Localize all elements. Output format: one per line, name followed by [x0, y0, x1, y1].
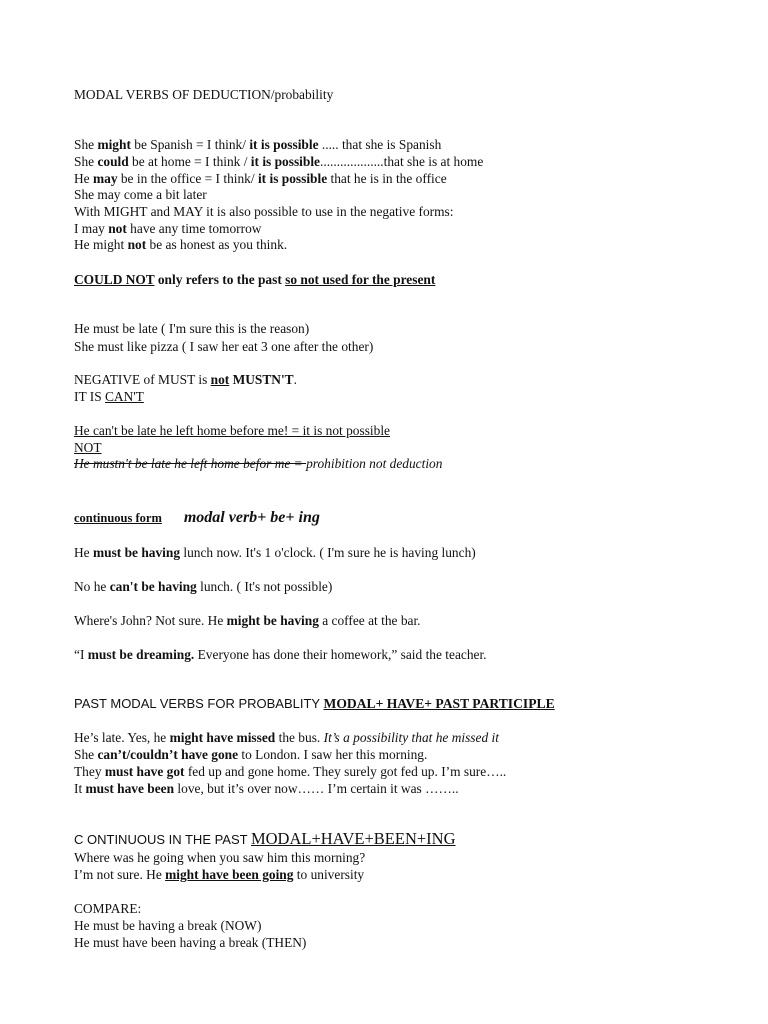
must-example-2: She must like pizza ( I saw her eat 3 one after the other) — [74, 339, 374, 354]
might-not-example: He might not be as honest as you think. — [74, 237, 288, 252]
compare-heading: COMPARE: — [74, 901, 142, 916]
past-example-1: He’s late. Yes, he might have missed the bus. It’s a possibility that he missed it — [74, 730, 499, 745]
not-label: NOT — [74, 440, 102, 455]
could-example: She could be at home = I think / it is possible...................that she is at home — [74, 154, 484, 169]
page-title: MODAL VERBS OF DEDUCTION/probability — [74, 87, 334, 102]
continuous-example-4: “I must be dreaming. Everyone has done their homework,” said the teacher. — [74, 647, 487, 662]
past-modal-heading: PAST MODAL VERBS FOR PROBABLITY MODAL+ HAVE+ PAST PARTICIPLE — [74, 696, 555, 711]
past-example-2: She can’t/couldn’t have gone to London. I saw her this morning. — [74, 747, 428, 762]
past-example-4: It must have been love, but it’s over now…… I’m certain it was …….. — [74, 781, 459, 796]
continuous-form-heading: continuous form modal verb+ be+ ing — [74, 509, 320, 526]
could-not-note: COULD NOT only refers to the past so not used for the present — [74, 272, 436, 287]
mustnt-example: He mustn't be late he left home befor me = prohibition not deduction — [74, 456, 443, 471]
it-is-cant: IT IS CAN'T — [74, 389, 144, 404]
continuous-example-2: No he can't be having lunch. ( It's not possible) — [74, 579, 333, 594]
must-negative-note: NEGATIVE of MUST is not MUSTN'T. — [74, 372, 297, 387]
negative-forms-note: With MIGHT and MAY it is also possible to use in the negative forms: — [74, 204, 454, 219]
compare-then: He must have been having a break (THEN) — [74, 935, 307, 950]
might-example: She might be Spanish = I think/ it is possible ..... that she is Spanish — [74, 137, 442, 152]
may-come-example: She may come a bit later — [74, 187, 207, 202]
compare-now: He must be having a break (NOW) — [74, 918, 262, 933]
continuous-past-answer: I’m not sure. He might have been going to university — [74, 867, 365, 882]
must-example-1: He must be late ( I'm sure this is the reason) — [74, 321, 310, 336]
continuous-past-heading: C ONTINUOUS IN THE PAST MODAL+HAVE+BEEN+ING — [74, 829, 456, 848]
continuous-example-3: Where's John? Not sure. He might be having a coffee at the bar. — [74, 613, 421, 628]
past-example-3: They must have got fed up and gone home. They surely got fed up. I’m sure….. — [74, 764, 507, 779]
cant-example: He can't be late he left home before me! = it is not possible — [74, 423, 390, 438]
continuous-past-question: Where was he going when you saw him this morning? — [74, 850, 366, 865]
continuous-example-1: He must be having lunch now. It's 1 o'clock. ( I'm sure he is having lunch) — [74, 545, 476, 560]
may-example: He may be in the office = I think/ it is possible that he is in the office — [74, 171, 447, 186]
page-title-underline — [74, 86, 333, 103]
may-not-example: I may not have any time tomorrow — [74, 221, 262, 236]
